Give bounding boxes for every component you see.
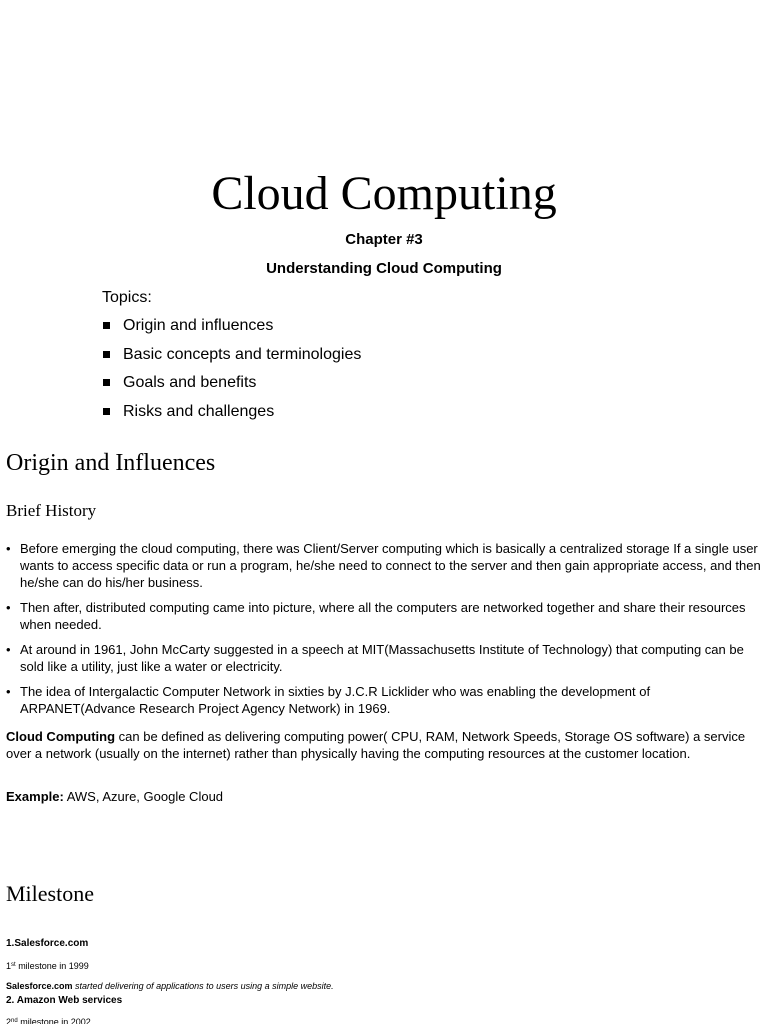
- topics-label: Topics:: [102, 289, 152, 306]
- example-text: AWS, Azure, Google Cloud: [63, 789, 224, 804]
- milestone-date: [6, 959, 89, 972]
- definition-text: can be defined as delivering computing power( CPU, RAM, Network Speeds, Storage OS software) a service over a network (usually on the internet) rather than physically having the computing resources at the customer location.: [6, 729, 746, 761]
- milestone-desc-rest: started delivering of applications to users using a simple website.: [72, 981, 334, 991]
- subheading-brief-history: Brief History: [6, 501, 97, 520]
- milestone-desc-bold: Salesforce.com: [6, 981, 73, 991]
- example-label: Example:: [6, 789, 64, 804]
- milestone-date: [6, 1015, 91, 1024]
- cloud-definition: [6, 728, 762, 762]
- history-item: • Before emerging the cloud computing, there was Client/Server computing which is basically a centralized storage If a single user wants to access specific data or run a program, he/she need to connect to the server and then gain appropriate access, and then he/she can do his/her business.: [6, 540, 762, 591]
- history-item: • Then after, distributed computing came into picture, where all the computers are networked together and share their resources when needed.: [6, 599, 762, 633]
- milestone-date-sup: st: [11, 962, 16, 968]
- chapter-label: Chapter #3: [345, 231, 423, 248]
- milestone-name: 1.Salesforce.com: [6, 938, 89, 949]
- milestone-date-num: 2: [6, 1017, 12, 1024]
- topic-item: Goals and benefits: [102, 373, 361, 402]
- milestone-date-rest: milestone in 1999: [15, 961, 89, 971]
- milestone-description: [6, 980, 334, 992]
- chapter-subtitle: Understanding Cloud Computing: [266, 260, 502, 277]
- milestone-date-sup: nd: [11, 1018, 18, 1024]
- milestone-name: 2. Amazon Web services: [6, 995, 123, 1006]
- topic-item: Risks and challenges: [102, 402, 361, 431]
- topics-list: [102, 316, 361, 430]
- milestone-date-rest: milestone in 2002: [17, 1017, 91, 1024]
- definition-term: Cloud Computing: [6, 729, 116, 744]
- section-heading-origin: Origin and Influences: [6, 450, 216, 476]
- milestone-date-num: 1: [6, 961, 12, 971]
- history-list: [6, 540, 762, 725]
- topic-item: Origin and influences: [102, 316, 361, 345]
- example-line: [6, 788, 762, 805]
- topic-item: Basic concepts and terminologies: [102, 345, 361, 374]
- history-item: • The idea of Intergalactic Computer Network in sixties by J.C.R Licklider who was enabling the development of ARPANET(Advance Research Project Agency Network) in 1969.: [6, 683, 762, 717]
- history-item: • At around in 1961, John McCarty suggested in a speech at MIT(Massachusetts Institute of Technology) that computing can be sold like a utility, just like a water or electricity.: [6, 641, 762, 675]
- page-title: Cloud Computing: [211, 167, 557, 220]
- section-heading-milestone: Milestone: [6, 881, 94, 906]
